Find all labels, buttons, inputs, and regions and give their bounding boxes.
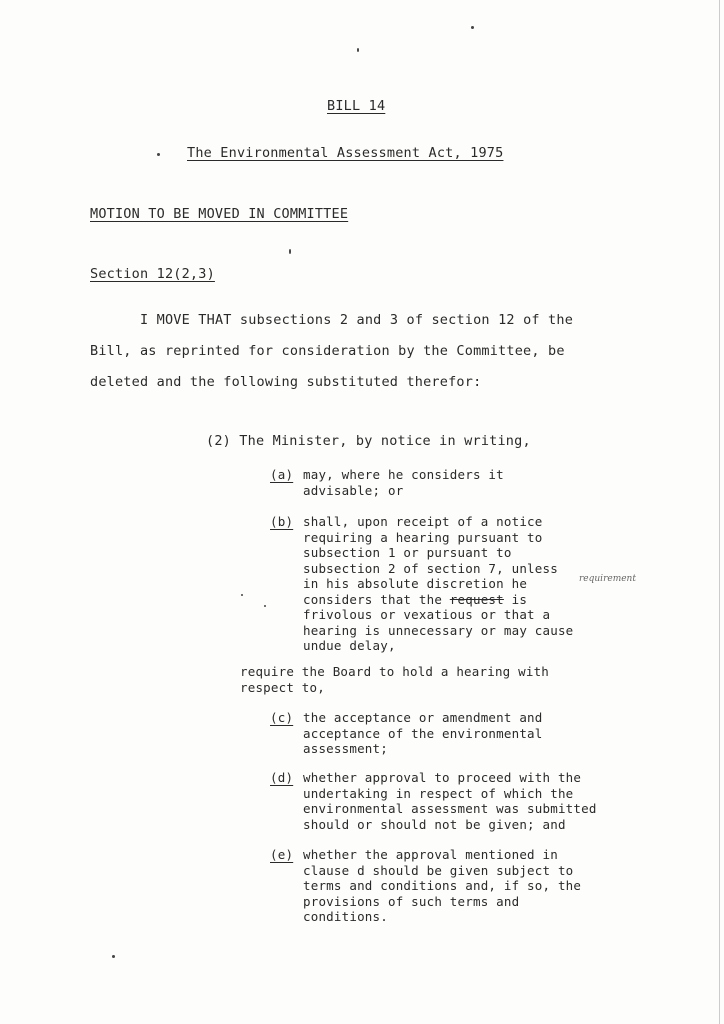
margin-mark [264, 605, 266, 607]
bullet-mark [157, 153, 160, 156]
clause-b-line-1: shall, upon receipt of a notice [303, 514, 543, 529]
scan-speck [112, 955, 115, 958]
clause-a-text: may, where he considers it advisable; or [303, 467, 504, 498]
page-edge [719, 0, 720, 1024]
intro-line-1: I MOVE THAT subsections 2 and 3 of section 12 of the [140, 312, 574, 328]
clause-b-line-6: considers that the request is [303, 591, 528, 607]
clause-b-line-5: in his absolute discretion he [303, 576, 528, 591]
clause-b-line-4: subsection 2 of section 7, unless [303, 560, 558, 576]
clause-a-label: (a) [270, 467, 294, 482]
bill-number: BILL 14 [327, 98, 386, 114]
clause-e-text: whether the approval mentioned in clause d should be given subject to terms and conditions and, if so, the provisions of such terms and conditions. [303, 847, 582, 924]
intro-line-2: Bill, as reprinted for consideration by the Committee, be [90, 343, 565, 359]
clause-b-line-2: requiring a hearing pursuant to [303, 529, 543, 545]
scan-speck [289, 249, 291, 254]
subsection-lead: (2) The Minister, by notice in writing, [206, 433, 531, 449]
section-reference: Section 12(2,3) [90, 266, 215, 282]
clause-c-label: (c) [270, 710, 294, 725]
struck-word: request [449, 591, 504, 607]
intro-line-3: deleted and the following substituted therefor: [90, 374, 482, 390]
clause-b-rest: frivolous or vexatious or that a hearing is unnecessary or may cause undue delay, [303, 607, 574, 653]
margin-mark [241, 594, 243, 596]
act-title: The Environmental Assessment Act, 1975 [187, 145, 504, 161]
scan-speck [471, 26, 474, 29]
scan-speck [357, 48, 359, 52]
clause-b-label: (b) [270, 514, 294, 529]
handwritten-annotation: requirement [579, 574, 636, 584]
clause-d-label: (d) [270, 770, 294, 785]
require-hearing-text: require the Board to hold a hearing with respect to, [240, 664, 550, 695]
clause-d-text: whether approval to proceed with the undertaking in respect of which the environmental assessment was submitted should or should not be given; and [303, 770, 597, 832]
clause-b-line-3: subsection 1 or pursuant to [303, 545, 512, 560]
clause-e-label: (e) [270, 847, 294, 862]
motion-heading: MOTION TO BE MOVED IN COMMITTEE [90, 206, 349, 222]
clause-c-text: the acceptance or amendment and acceptance of the environmental assessment; [303, 710, 543, 756]
